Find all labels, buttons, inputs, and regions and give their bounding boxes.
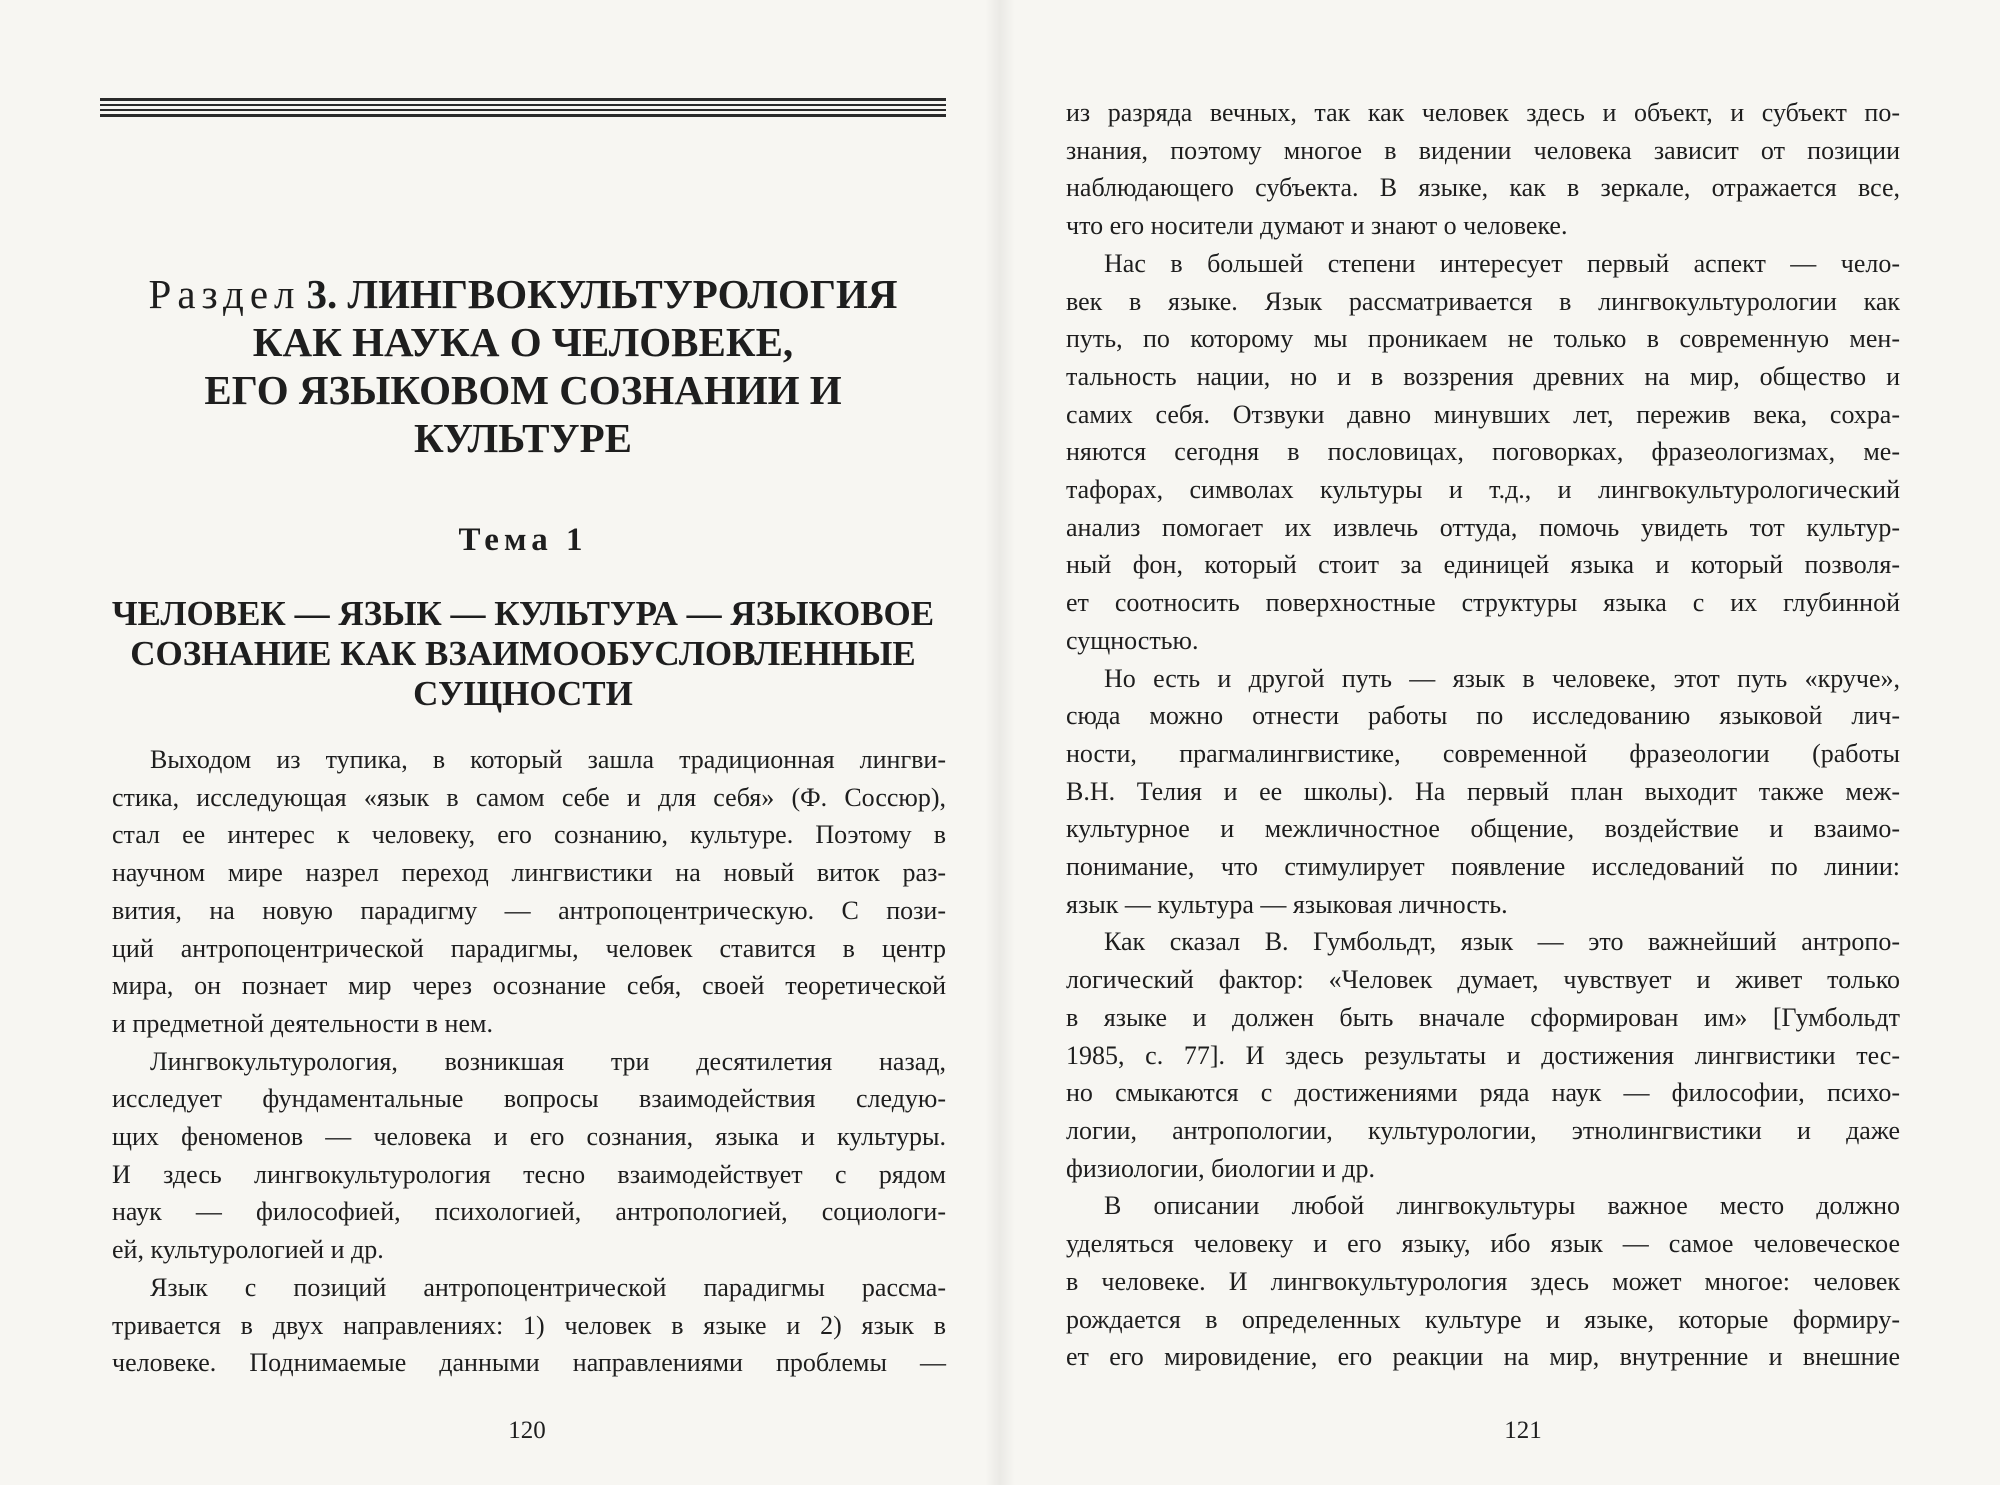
theme-label: Тема 1 <box>458 522 588 558</box>
page-number-right: 121 <box>1504 1417 1542 1444</box>
text-line: Язык с позиций антропоцентрической парадигмы рассма- <box>150 1272 946 1302</box>
text-line: щих феноменов — человека и его сознания, языка и культуры. <box>112 1122 946 1152</box>
theme-title-line: СОЗНАНИЕ КАК ВЗАИМООБУСЛОВЛЕННЫЕ <box>130 634 916 673</box>
text-line: ности, прагмалингвистике, современной фразеологии (работы <box>1066 738 1900 768</box>
text-line: из разряда вечных, так как человек здесь и объект, и субъект по- <box>1066 98 1900 127</box>
text-line: логии, антропологии, культурологии, этнолингвистики и даже <box>1066 1115 1900 1145</box>
text-line: путь, по которому мы проникаем не только в современную мен- <box>1066 324 1900 354</box>
section-word: Раздел <box>148 271 301 317</box>
text-line: в языке и должен быть вначале сформирован им» [Гумбольдт <box>1066 1002 1900 1032</box>
section-heading <box>100 270 946 462</box>
text-line: ет его мировидение, его реакции на мир, внутренние и внешние <box>1066 1342 1900 1372</box>
theme-title-line: ЧЕЛОВЕК — ЯЗЫК — КУЛЬТУРА — ЯЗЫКОВОЕ <box>111 594 935 633</box>
text-line: В.Н. Телия и ее школы). На первый план выходит также меж- <box>1066 776 1900 806</box>
text-line: уделяться человеку и его языку, ибо язык — самое человеческое <box>1066 1229 1900 1259</box>
text-line: знания, поэтому многое в видении человека зависит от позиции <box>1066 135 1900 165</box>
text-line: что его носители думают и знают о человеке. <box>1066 211 1568 241</box>
text-line: наблюдающего субъекта. В языке, как в зеркале, отражается все, <box>1066 173 1900 203</box>
text-line: физиологии, биологии и др. <box>1066 1153 1375 1183</box>
text-line: наук — философией, психологией, антропологией, социологи- <box>112 1197 946 1227</box>
text-line: научном мире назрел переход лингвистики на новый виток раз- <box>112 858 946 888</box>
text-line: Выходом из тупика, в который зашла традиционная лингви- <box>150 745 946 774</box>
right-page <box>1000 0 2000 1485</box>
text-line: Нас в большей степени интересует первый аспект — чело- <box>1104 248 1900 278</box>
text-line: мира, он познает мир через осознание себя, своей теоретической <box>112 971 946 1001</box>
text-line: сюда можно отнести работы по исследованию языковой лич- <box>1066 701 1900 731</box>
section-heading-line-1: Раздел 3. ЛИНГВОКУЛЬТУРОЛОГИЯ <box>148 271 898 317</box>
text-line: вития, на новую парадигму — антропоцентрическую. С пози- <box>112 895 946 925</box>
text-line: Лингвокультурология, возникшая три десятилетия назад, <box>150 1046 946 1076</box>
text-line: исследует фундаментальные вопросы взаимодействия следую- <box>112 1084 946 1114</box>
text-line: ций антропоцентрической парадигмы, человек ставится в центр <box>112 933 946 963</box>
text-line: анализ помогает их извлечь оттуда, помочь увидеть тот культур- <box>1066 512 1900 542</box>
text-line: стика, исследующая «язык в самом себе и для себя» (Ф. Соссюр), <box>112 782 946 812</box>
section-heading-line-2: КАК НАУКА О ЧЕЛОВЕКЕ, <box>252 319 794 365</box>
text-line: понимание, что стимулирует появление исследований по линии: <box>1066 852 1900 882</box>
text-line: тафорах, символах культуры и т.д., и лингвокультурологический <box>1066 475 1900 505</box>
text-line: тальность нации, но и в воззрения древних на мир, общество и <box>1066 361 1900 391</box>
text-line: И здесь лингвокультурология тесно взаимодействует с рядом <box>112 1159 946 1189</box>
theme-title <box>100 594 946 714</box>
text-line: Как сказал В. Гумбольдт, язык — это важнейший антропо- <box>1104 927 1900 957</box>
text-line: Но есть и другой путь — язык в человеке, этот путь «круче», <box>1104 663 1900 693</box>
text-line: няются сегодня в пословицах, поговорках, фразеологизмах, ме- <box>1066 437 1900 467</box>
section-heading-line-3: ЕГО ЯЗЫКОВОМ СОЗНАНИИ И КУЛЬТУРЕ <box>204 367 842 461</box>
text-line: 1985, с. 77]. И здесь результаты и достижения лингвистики тес- <box>1066 1040 1900 1070</box>
text-line: в человеке. И лингвокультурология здесь может многое: человек <box>1066 1266 1900 1296</box>
text-line: самих себя. Отзвуки давно минувших лет, пережив века, сохра- <box>1066 399 1900 429</box>
top-decorative-rule <box>100 98 946 120</box>
right-body-text <box>1066 94 1900 1376</box>
text-line: человеке. Поднимаемые данными направлениями проблемы — <box>112 1348 946 1378</box>
text-line: стал ее интерес к человеку, его сознанию, культуре. Поэтому в <box>112 820 946 850</box>
text-line: сущностью. <box>1066 625 1199 655</box>
page-number-left: 120 <box>508 1417 546 1444</box>
text-line: рождается в определенных культуре и языке, которые формиру- <box>1066 1304 1900 1334</box>
text-line: век в языке. Язык рассматривается в лингвокультурологии как <box>1066 286 1900 316</box>
text-line: ет соотносить поверхностные структуры языка с их глубинной <box>1066 588 1900 618</box>
text-line: логический фактор: «Человек думает, чувствует и живет только <box>1066 965 1900 995</box>
text-line: язык — культура — языковая личность. <box>1066 889 1508 919</box>
text-line: В описании любой лингвокультуры важное место должно <box>1104 1191 1900 1221</box>
text-line: ный фон, который стоит за единицей языка и который позволя- <box>1066 550 1900 580</box>
text-line: но смыкаются с достижениями ряда наук — философии, психо- <box>1066 1078 1900 1108</box>
text-line: ей, культурологией и др. <box>112 1235 384 1265</box>
left-body-text <box>112 741 946 1382</box>
theme-title-line: СУЩНОСТИ <box>413 674 633 713</box>
text-line: и предметной деятельности в нем. <box>112 1008 493 1038</box>
text-line: культурное и межличностное общение, воздействие и взаимо- <box>1066 814 1900 844</box>
text-line: тривается в двух направлениях: 1) человек в языке и 2) язык в <box>112 1310 946 1340</box>
